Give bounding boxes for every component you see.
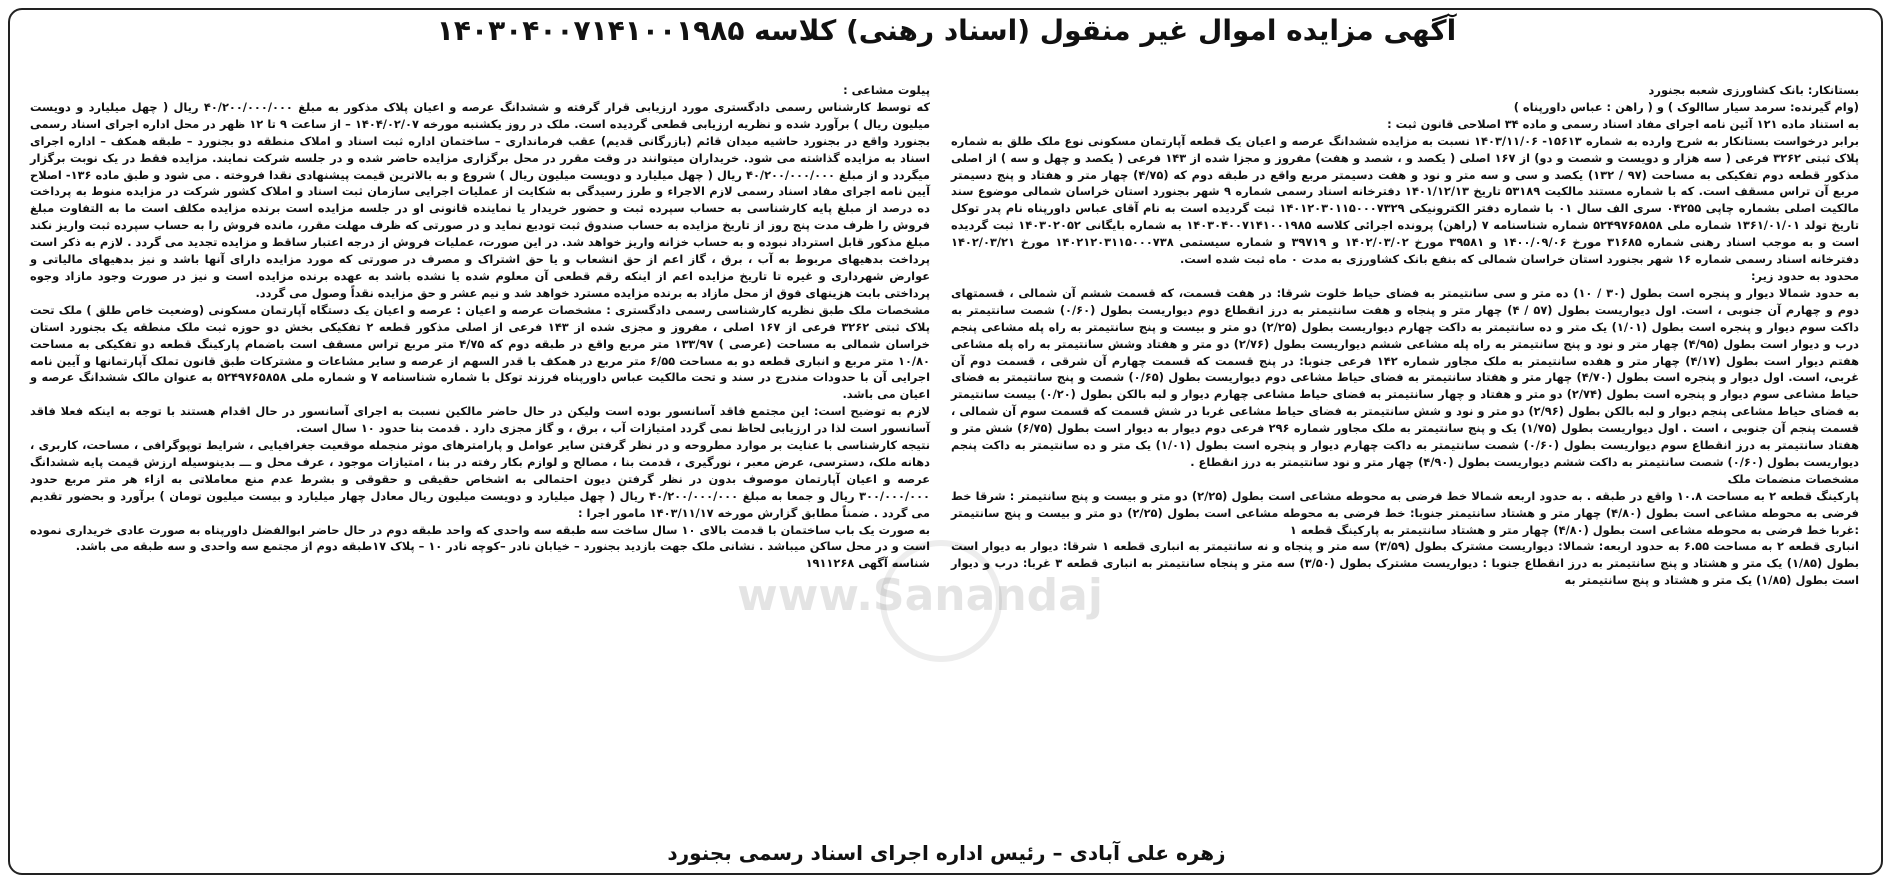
elevator-note-paragraph: لازم به توضیح است: این مجتمع فاقد آسانسور بوده است ولیکن در حال حاضر مالکین نسبت به اجرای آسانسور در حال اقدام هستند با توجه به اینکه فعلا فاقد آسانسور است لذا در ارزیابی لحاظ نمی گردد امتیازات آب ، برق ، و گاز مجزی دارد . قدمت بنا حدود ۱۰ سال است. — [30, 404, 930, 436]
legal-basis-line: به استناد ماده ۱۲۱ آئین نامه اجرای مفاد اسناد رسمی و ماده ۳۴ اصلاحی قانون ثبت : — [1387, 116, 1859, 131]
occupancy-address-paragraph: به صورت یک باب ساختمان با قدمت بالای ۱۰ سال ساخت سه طبقه سه واحدی که واحد طبقه دوم در حال حاضر ابوالفضل داورپناه به صورت عادی خریداری نموده است و در محل ساکن میباشد . نشانی ملک جهت بازدید بجنورد – خیابان نادر –کوچه نادر ۱۰ – پلاک ۱۷طبقه دوم از مجتمع سه واحدی و سه طبقه می باشد. — [30, 522, 930, 554]
property-description-paragraph: برابر درخواست بستانکار به شرح وارده به شماره ۱۵۶۱۳- ۱۴۰۳/۱۱/۰۶ نسبت به مزایده ششدانگ عرصه و اعیان یک قطعه آپارتمان مسکونی نوع ملک طلق به شماره پلاک ثبتی ۳۲۶۲ فرعی ( سه هزار و دویست و شصت و دو) از ۱۶۷ اصلی ( یکصد و ، شصد و هفت) مفروز و مجزا شده از ۱۴۳ فرعی ( یکصد و چهل و سه ) از اصلی مذکور قطعه دوم تفکیکی به مساحت (۹۷ / ۱۳۲) یکصد و سی و سه متر و نود و هفت دسیمتر مربع واقع در طبقه دوم که (۴/۷۵) چهار متر و هفتاد و پنج دسیمتر مربع آن تراس مسقف است. که با شماره مستند مالکیت ۵۳۱۸۹ تاریخ ۱۴۰۱/۱۲/۱۳ دفترخانه اسناد رسمی شماره ۹ شهر بجنورد استان خراسان شمالی موضوع سند مالکیت اصلی بشماره چاپی ۰۴۲۵۵ سری الف سال ۰۱ با شماره دفتر الکترونیکی ۱۴۰۱۲۰۳۰۱۱۵۰۰۰۷۳۲۹ ثبت گردیده است به نام آقای عباس داورپناه نام پدر توکل تاریخ تولد ۱۳۶۱/۰۱/۰۱ شماره ملی ۵۲۴۹۷۶۵۸۵۸ شماره شناسنامه ۷ (راهن) پرونده اجرائی کلاسه ۱۴۰۳۰۴۰۰۷۱۴۱۰۰۱۹۸۵ به شماره بایگانی ۱۴۰۳۰۲۰۵۲ ثبت گردیده است و به موجب اسناد رهنی شماره ۳۱۶۸۵ مورخ ۱۴۰۰/۰۹/۰۶ و ۳۹۵۸۱ مورخ ۱۴۰۲/۰۳/۰۲ و ۳۹۷۱۹ و شماره سیستمی ۱۴۰۲۱۲۰۳۱۱۵۰۰۰۷۳۸ مورخ ۱۴۰۲/۰۳/۲۱ دفترخانه اسناد رسمی شماره ۱۶ شهر بجنورد استان خراسان شمالی که بنفع بانک کشاورزی به مدت ۰ ماه ثبت شده است. — [951, 133, 1860, 267]
pilot-heading: پیلوت مشاعی : — [843, 83, 930, 97]
parking-paragraph: پارکینگ قطعه ۲ به مساحت ۱۰.۸ واقع در طبقه . به حدود اربعه شمالا خط فرضی به محوطه مشاعی است بطول (۲/۲۵) دو متر و بیست و پنج سانتیمتر : شرقا خط فرضی به محوطه مشاعی است بطول (۴/۸۰) چهار متر و هشتاد سانتیمتر جنوبا: خط فرضی به محوطه مشاعی است بطول (۲/۲۵) دو متر و بیست و پنج سانتیمتر :غربا خط فرضی به محوطه مشاعی است بطول (۴/۸۰) چهار متر و هشتاد سانتیمتر به پارکینگ قطعه ۱ — [951, 488, 1860, 537]
borrower-line: (وام گیرنده: سرمد سیار ساالوک ) و ( راهن : عباس داورپناه ) — [1513, 99, 1859, 114]
left-column — [30, 82, 930, 572]
boundaries-paragraph: به حدود شمالا دیوار و پنجره است بطول (۳۰ / ۱۰) ده متر و سی سانتیمتر به فضای حیاط خلوت شرقا: در هفت قسمت، که قسمت ششم آن شمالی ، قسمتهای دوم و چهارم آن جنوبی ، است. اول دیواریست بطول (۵۷ / ۴) چهار متر و پنجاه و هفت سانتیمتر به درز انقطاع دوم دیواریست بطول (۰/۶۰) شصت سانتیمتر به داکت سوم دیوار و پنجره است بطول (۱/۰۱) یک متر و ده سانتیمتر به داکت چهارم دیواریست بطول (۲/۲۵) دو متر و بیست و پنج سانتیمتر به راه پله مشاعی پنجم درب و دیوار است بطول (۴/۹۵) چهار متر و نود و پنج سانتیمتر به راه پله مشاعی ششم دیواریست بطول (۲/۷۶) دو متر و هفتاد وشش سانتیمتر به راه پله مشاعی هفتم دیوار است بطول (۴/۱۷) چهار متر و هفده سانتیمتر به ملک مجاور شماره ۱۴۲ فرعی جنوبا: در پنج قسمت که قسمت چهارم آن شرقی ، قسمت دوم آن غربی، است. اول دیوار و پنجره است بطول (۴/۷۰) چهار متر و هفتاد سانتیمتر به فضای حیاط مشاعی دوم دیواریست بطول (۰/۶۵) شصت و پنج سانتیمتر به فضای حیاط مشاعی سوم دیوار و پنجره است بطول (۲/۷۴) دو متر و هفتاد و چهار سانتیمتر به فضای حیاط مشاعی چهارم دیوار و لبه بالکن بطول (۰/۲۰) بیست سانتیمتر به فضای حیاط مشاعی پنجم دیوار و لبه بالکن بطول (۲/۹۶) دو متر و نود و شش سانتیمتر به فضای حیاط مشاعی غربا در شش قسمت که قسمت سوم آن شمالی ، قسمت پنجم آن جنوبی ، است . اول دیواریست بطول (۱/۷۵) یک و پنج سانتیمتر به ملک مجاور شماره ۲۹۶ فرعی دوم دیوار به دیوار است بطول (۶/۷۵) شش متر و هفتاد سانتیمتر به درز انقطاع سوم دیواریست بطول (۰/۶۰) شصت سانتیمتر به داکت چهارم دیوار و پنجره است بطول (۱/۰۱) یک متر و ده سانتیمتر به داکت پنجم دیواریست بطول (۰/۶۰) شصت سانتیمتر به داکت ششم دیواریست بطول (۴/۹۰) چهار متر و نود سانتیمتر به درز انقطاع . — [951, 285, 1860, 469]
auction-terms-paragraph: که توسط کارشناس رسمی دادگستری مورد ارزیابی قرار گرفته و ششدانگ عرصه و اعیان پلاک مذکور به مبلغ ۴۰/۲۰۰/۰۰۰/۰۰۰ ریال ( چهل میلیارد و دویست میلیون ریال ) برآورد شده و نظریه ارزیابی قطعی گردیده است. ملک در روز یکشنبه مورخه ۱۴۰۴/۰۲/۰۷ – از ساعت ۹ تا ۱۲ ظهر در محل اداره اجرای اسناد رسمی بجنورد واقع در بجنورد حاشیه میدان قائم (بازرگانی قدیم) عقب فرمانداری – ساختمان اداره ثبت اسناد و املاک منطقه دو بجنورد – طبقه همکف – اداره اجرای اسناد به مزایده گذاشته می شود. خریداران میتوانند در وقت مقرر در محل برگزاری مزایده حاضر شده و در جلسه شرکت نمایند. مزایده فقط در یک نوبت برگزار میگردد و از مبلغ ۴۰/۲۰۰/۰۰۰/۰۰۰ ریال ( چهل میلیارد و دویست میلیون ریال ) شروع و به بالاترین قیمت پیشنهادی نقدا فروخته . می شود و طبق ماده ۱۳۶- اصلاح آیین نامه اجرای مفاد اسناد رسمی لازم الاجراء و طرز رسیدگی به شکایت از عملیات اجرایی سازمان ثبت اسناد و املاک کشور شرکت در مزایده منوط به پرداخت ده درصد از مبلغ پایه کارشناسی به حساب سپرده ثبت و حضور خریدار یا نماینده قانونی او در جلسه مزایده است برنده مزایده مکلف است ما به التفاوت مبلغ فروش را ظرف مدت پنج روز از تاریخ مزایده به حساب صندوق ثبت تودیع نماید و در صورتی که ظرف مهلت مقرر، مانده فروش را به حساب سپرده ثبت واریز نکند مبلغ مذکور قابل استرداد نبوده و به حساب خزانه واریز خواهد شد. در این صورت، عملیات فروش از درجه اعتبار ساقط و مزایده تجدید می گردد . لازم به ذکر است پرداخت بدهیهای مربوط به آب ، برق ، گاز اعم از حق انشعاب و یا حق اشتراک و مصرف در صورتی که مورد مزایده دارای آنها باشد و نیز بدهیهای مالیاتی و عوارض شهرداری و غیره تا تاریخ مزایده اعم از اینکه رقم قطعی آن معلوم شده یا نشده باشد به عهده برنده مزایده است و نیز در صورت وجود مازاد وجوه پرداختی بابت هزینهای فوق از محل مازاد به برنده مزایده مسترد خواهد شد و نیم عشر و حق مزایده نقداً وصول می گردد. — [30, 99, 930, 300]
notice-title: آگهی مزایده اموال غیر منقول (اسناد رهنی) کلاسه ۱۴۰۳۰۴۰۰۷۱۴۱۰۰۱۹۸۵ — [436, 14, 1457, 47]
creditor-line: بستانکار: بانک کشاورزی شعبه بجنورد — [1648, 83, 1859, 97]
annexes-heading: مشخصات منضمات ملک — [1727, 471, 1859, 486]
right-column — [951, 82, 1859, 589]
valuation-result-paragraph: نتیجه کارشناسی با عنایت بر موارد مطروحه و در نظر گرفتن سایر عوامل و پارامترهای موثر منجمله موقعیت جغرافیایی ، شرایط توپوگرافی ، مساحت، کاربری ، دهانه ملک، دسترسی، عرض معبر ، نورگیری ، قدمت بنا ، مصالح و لوازم بکار رفته در بنا ، امتیازات موجود ، عرف محل و ـــ بدینوسیله ارزش قیمت پایه ششدانگ عرصه و اعیان آپارتمان موصوف بدون در نظر گرفتن دیون احتمالی به اشخاص حقیقی و حقوقی و بشرط عدم منع معاملاتی به ازاء هر متر مربع حدود ۳۰۰/۰۰۰/۰۰۰ ریال و جمعا به مبلغ ۴۰/۲۰۰/۰۰۰/۰۰۰ ریال ( چهل میلیارد و دویست میلیون ریال معادل چهار میلیارد و بیست میلیون تومان ) برآورد و بحضور تقدیم می گردد . ضمناً مطابق گزارش مورخه ۱۴۰۳/۱۱/۱۷ مامور اجرا : — [30, 438, 930, 520]
notice-id: شناسه آگهی ۱۹۱۱۲۶۸ — [805, 556, 930, 571]
signature-line: زهره علی آبادی – رئیس اداره اجرای اسناد رسمی بجنورد — [667, 841, 1226, 865]
watermark-text: www.Sanandaj — [737, 570, 1103, 621]
storage-paragraph: انباری قطعه ۲ به مساحت ۶.۵۵ به حدود اربعه: شمالا: دیواریست مشترک بطول (۳/۵۹) سه متر و پنجاه و نه سانتیمتر به انباری قطعه ۱ شرقا: دیوار به دیوار است بطول (۱/۸۵) یک متر و هشتاد و پنج سانتیمتر به درز انقطاع جنوبا : دیواریست مشترک بطول (۳/۵۰) سه متر و پنجاه سانتیمتر به انباری قطعه ۳ غربا: درب و دیوار است بطول (۱/۸۵) یک متر و هشتاد و پنج سانتیمتر به — [951, 539, 1859, 588]
boundaries-heading: محدود به حدود زیر: — [1750, 268, 1859, 283]
expert-specs-paragraph: مشخصات ملک طبق نظریه کارشناسی رسمی دادگستری : مشخصات عرصه و اعیان : عرصه و اعیان یک دستگاه آپارتمان مسکونی (وضعیت خاص طلق ) ملک تحت پلاک ثبتی ۳۲۶۲ فرعی از ۱۶۷ اصلی ، مفروز و مجزی شده از ۱۴۳ فرعی از اصلی مذکور قطعه ۲ تفکیکی بخش دو حوزه ثبت ملک منطقه یک بجنورد استان خراسان شمالی به مساحت (عرصی ) ۱۳۳/۹۷ متر مربع واقع در طبقه دوم که ۴/۷۵ متر مربع تراس مسقف است باضمام پارکینگ قطعه دو تفکیکی به مساحت ۱۰/۸۰ متر مربع و انباری قطعه دو به مساحت ۶/۵۵ متر مربع در همکف با قدر السهم از عرصه و سایر مشاعات و مشترکات طبق قانون تملک آپارتمانها و آیین نامه اجرایی آن با حدودات مندرج در سند و تحت مالکیت عباس داورپناه فرزند توکل با شماره شناسنامه ۷ و شماره ملی ۵۲۴۹۷۶۵۸۵۸ به عنوان مالک ششدانگ عرصه و اعیان می باشد. — [30, 302, 930, 402]
